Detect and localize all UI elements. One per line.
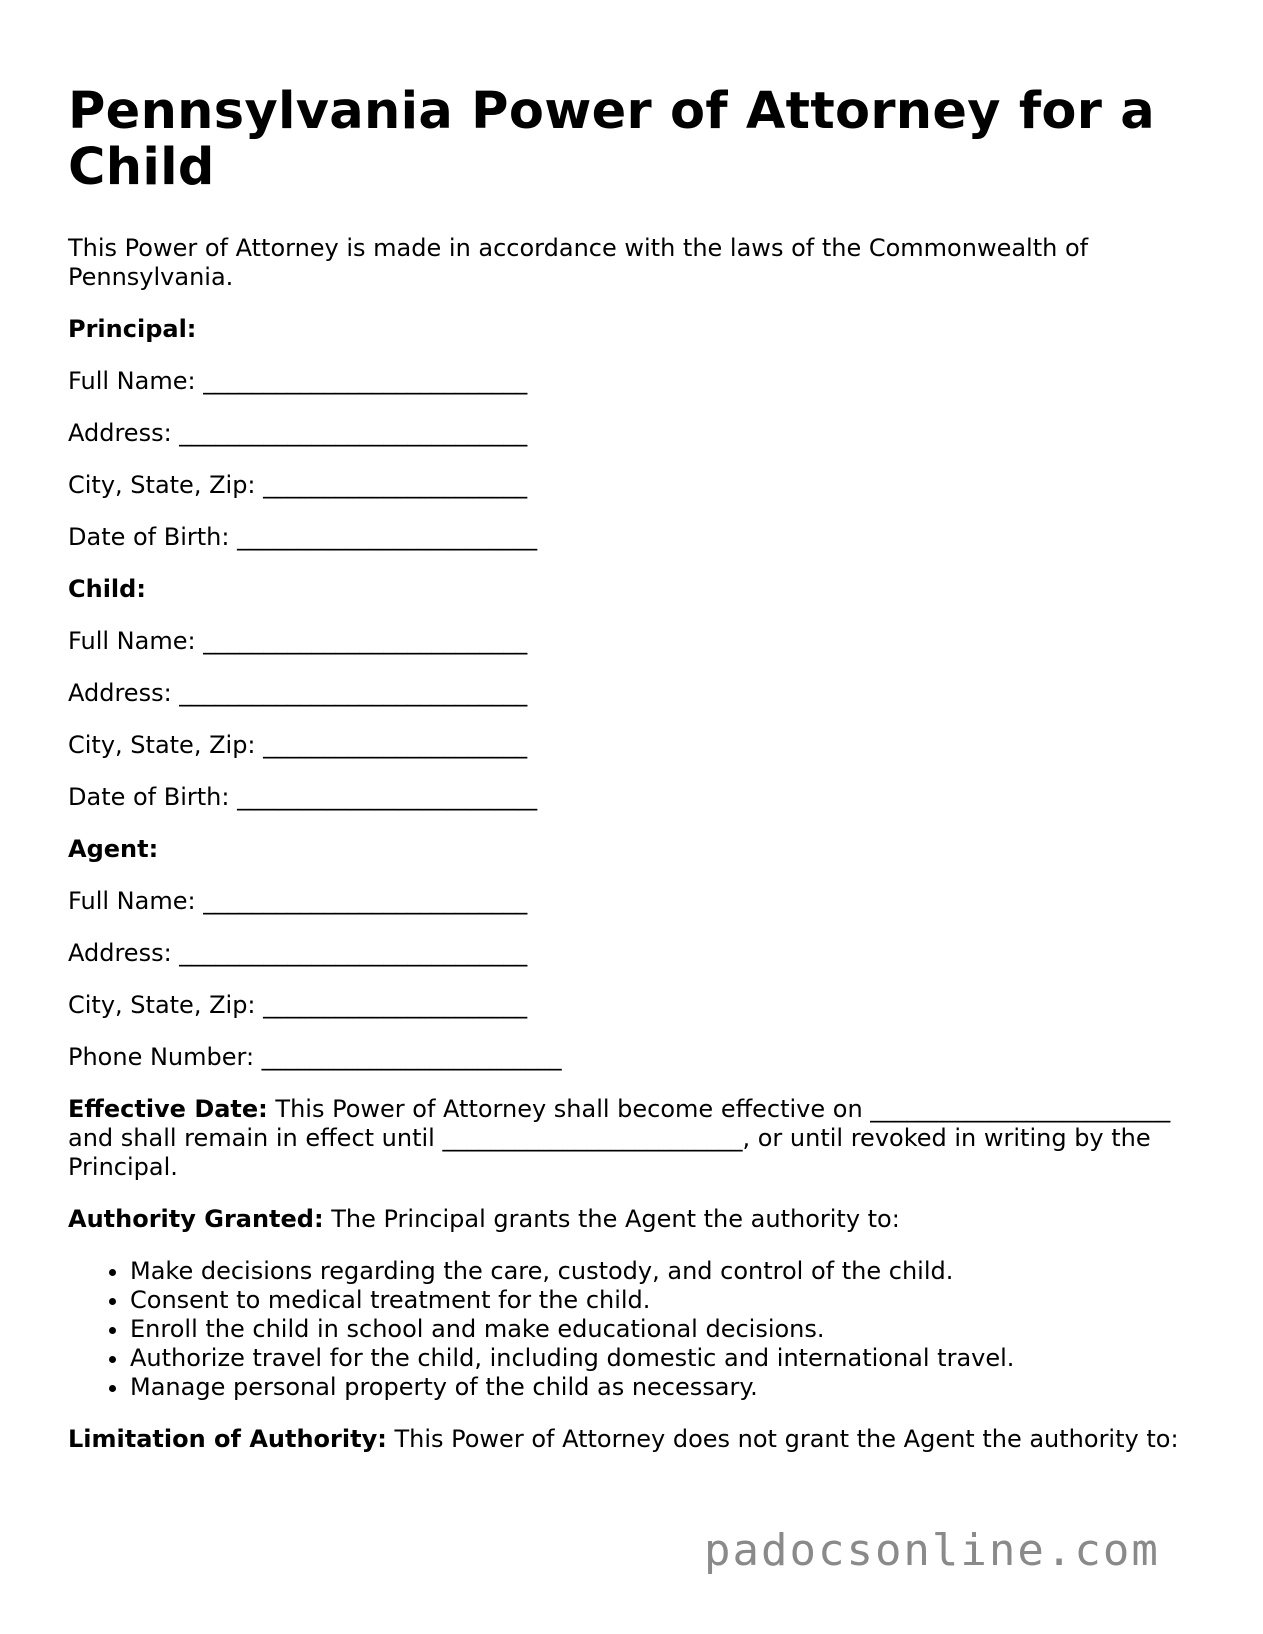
principal-address-field[interactable]: Address: _____________________________ xyxy=(68,419,528,447)
watermark: padocsonline.com xyxy=(704,1525,1160,1576)
limitation-lead: Limitation of Authority: xyxy=(68,1425,387,1453)
principal-full-name-field[interactable]: Full Name: ___________________________ xyxy=(68,367,528,395)
list-item: • Consent to medical treatment for the child. xyxy=(130,1286,1198,1315)
list-item: • Authorize travel for the child, including domestic and international travel. xyxy=(130,1344,1198,1373)
principal-city-state-zip-field[interactable]: City, State, Zip: ______________________ xyxy=(68,471,528,499)
agent-phone-field[interactable]: Phone Number: _________________________ xyxy=(68,1043,562,1071)
child-heading: Child: xyxy=(68,575,146,603)
document-page xyxy=(68,84,1198,1477)
document-title: Pennsylvania Power of Attorney for a Child xyxy=(68,82,1155,197)
effective-date-text[interactable]: This Power of Attorney shall become effective on _________________________ and shall remain in effect until _________________________, or until revoked in writing by the Principal. xyxy=(68,1095,1171,1181)
child-city-state-zip-field[interactable]: City, State, Zip: ______________________ xyxy=(68,731,528,759)
list-item: • Manage personal property of the child as necessary. xyxy=(130,1373,1198,1402)
list-item: • Enroll the child in school and make educational decisions. xyxy=(130,1315,1198,1344)
limitation-paragraph xyxy=(68,1425,1198,1454)
agent-full-name-field[interactable]: Full Name: ___________________________ xyxy=(68,887,528,915)
authority-lead: Authority Granted: xyxy=(68,1205,324,1233)
principal-dob-field[interactable]: Date of Birth: _________________________ xyxy=(68,523,538,551)
authority-paragraph xyxy=(68,1205,1198,1234)
agent-address-field[interactable]: Address: _____________________________ xyxy=(68,939,528,967)
effective-date-paragraph xyxy=(68,1095,1198,1182)
effective-date-lead: Effective Date: xyxy=(68,1095,268,1123)
intro-paragraph: This Power of Attorney is made in accordance with the laws of the Commonwealth of Pennsylvania. xyxy=(68,234,1089,291)
principal-heading: Principal: xyxy=(68,315,197,343)
agent-heading: Agent: xyxy=(68,835,159,863)
authority-list xyxy=(68,1257,1198,1402)
list-item: • Make decisions regarding the care, custody, and control of the child. xyxy=(130,1257,1198,1286)
agent-city-state-zip-field[interactable]: City, State, Zip: ______________________ xyxy=(68,991,528,1019)
child-address-field[interactable]: Address: _____________________________ xyxy=(68,679,528,707)
child-full-name-field[interactable]: Full Name: ___________________________ xyxy=(68,627,528,655)
child-dob-field[interactable]: Date of Birth: _________________________ xyxy=(68,783,538,811)
limitation-text: This Power of Attorney does not grant the Agent the authority to: xyxy=(386,1425,1179,1453)
authority-text: The Principal grants the Agent the authority to: xyxy=(323,1205,900,1233)
